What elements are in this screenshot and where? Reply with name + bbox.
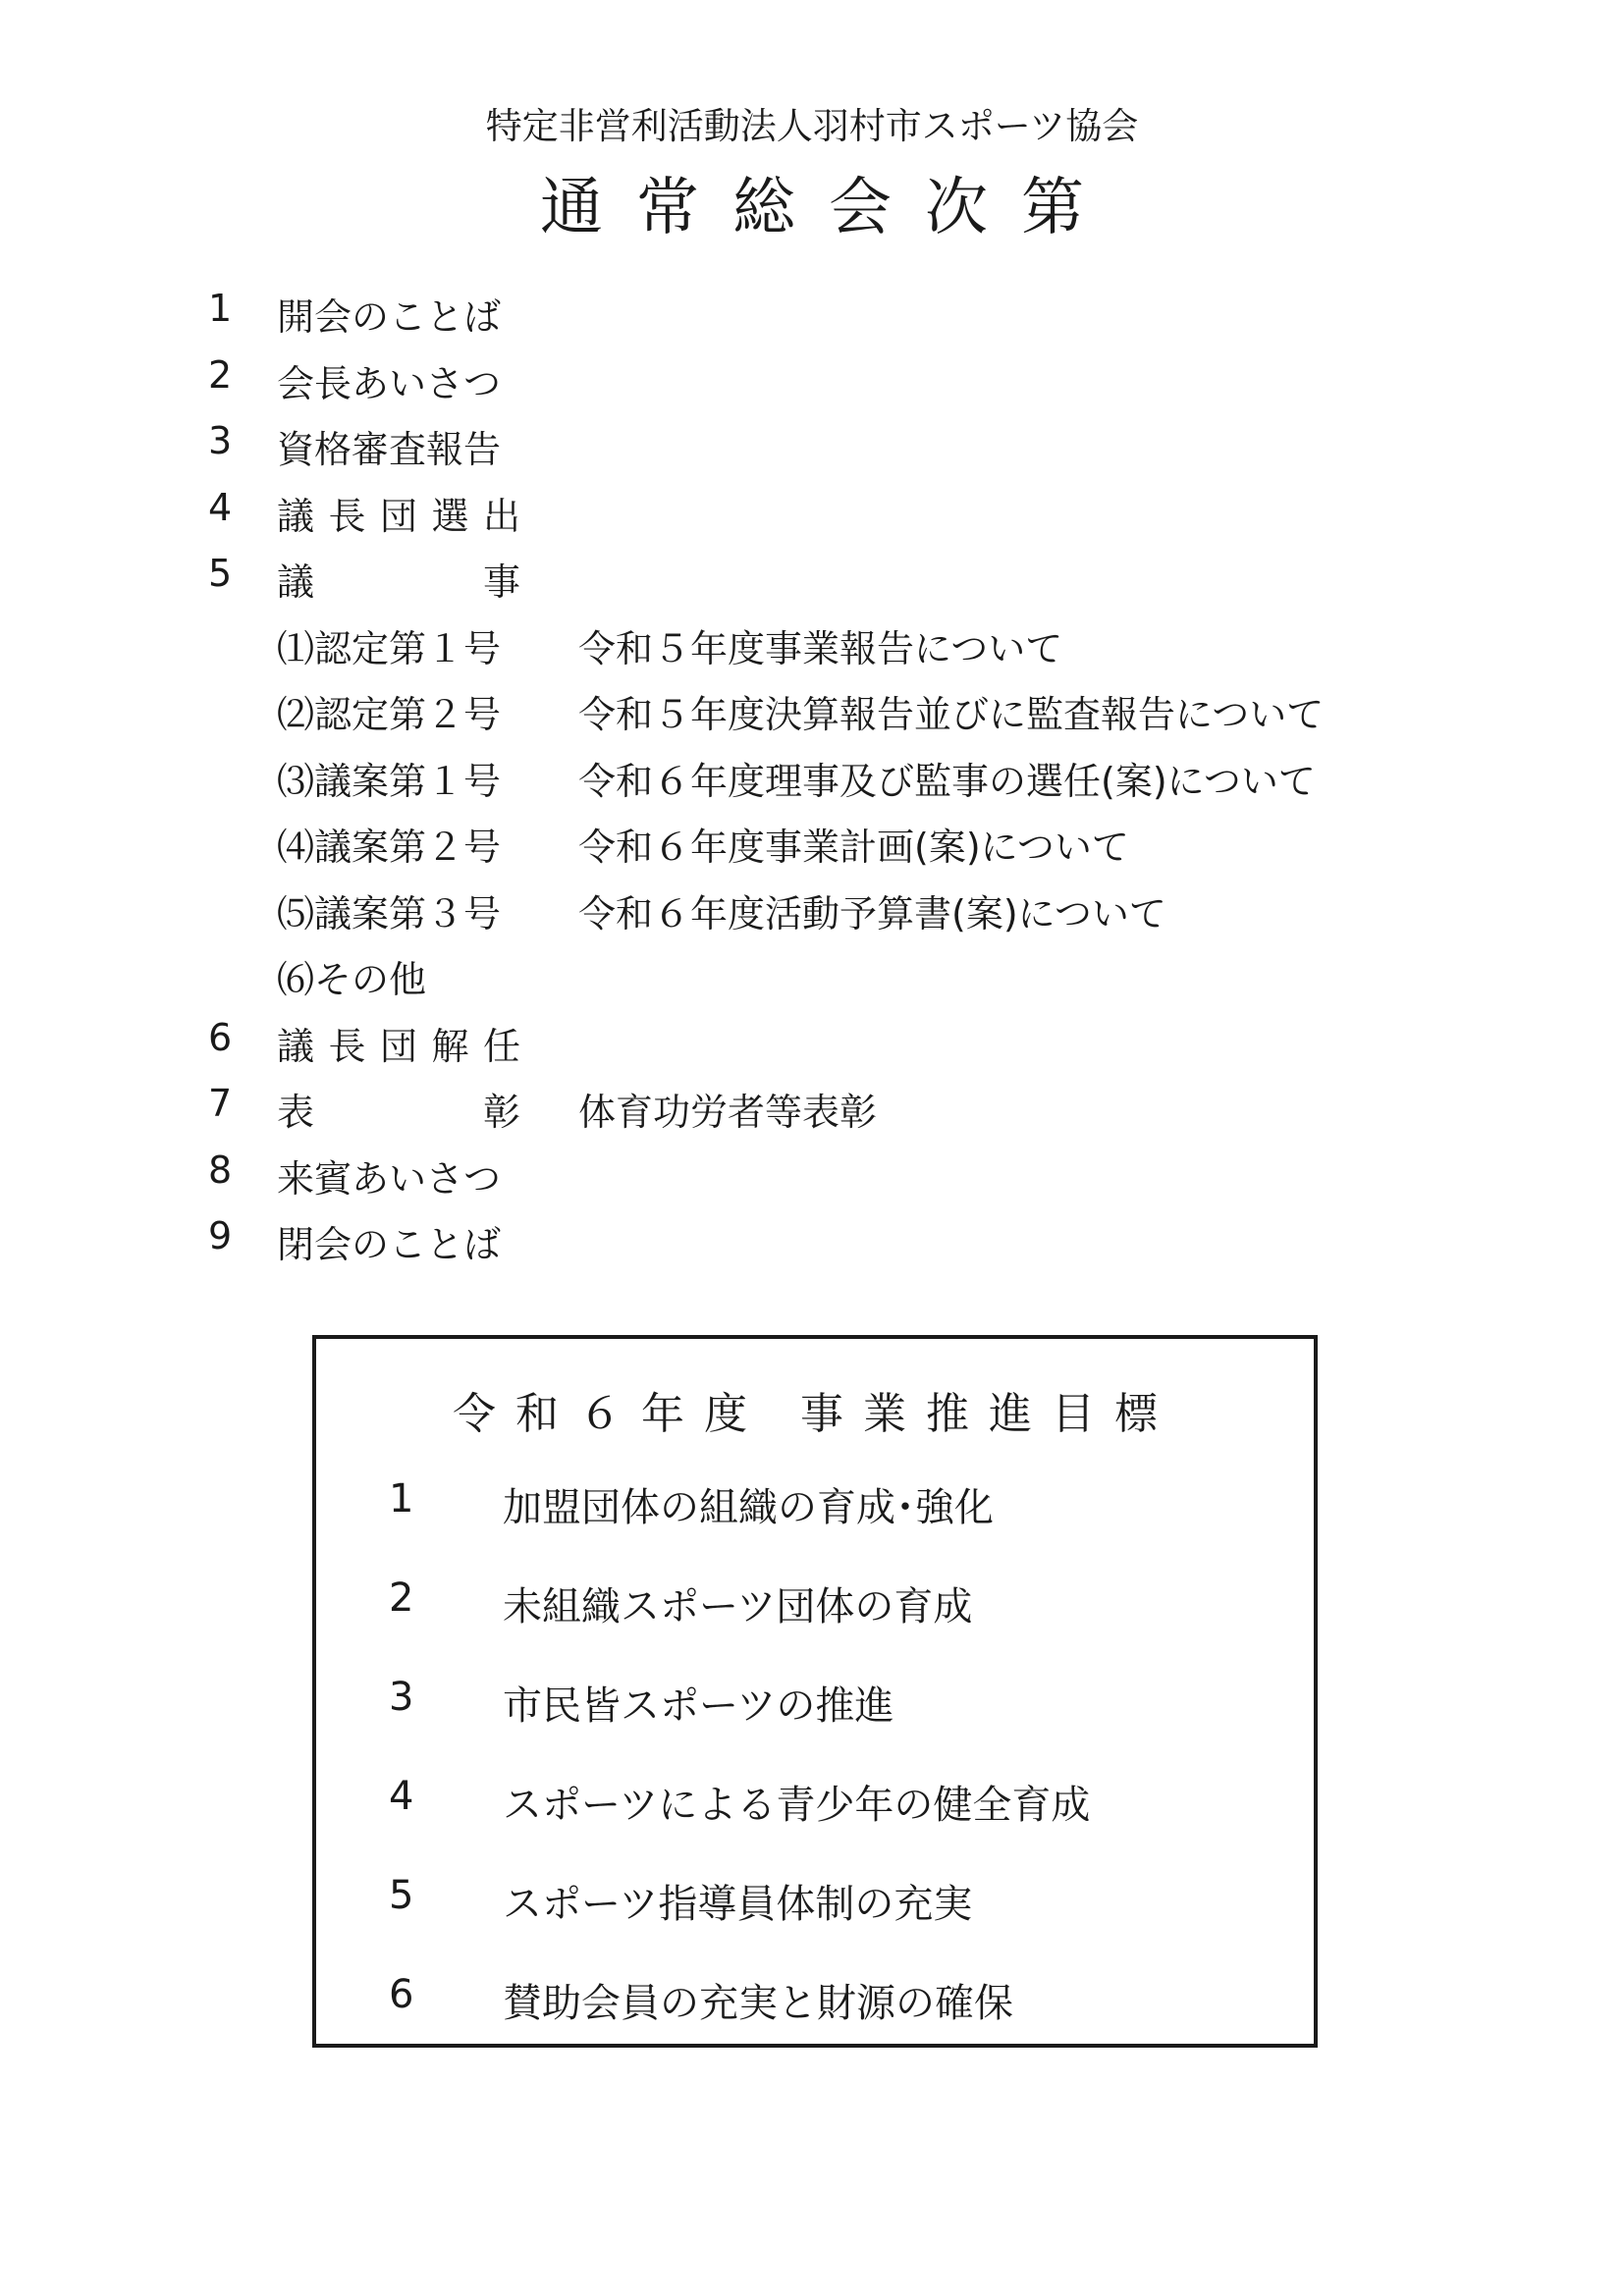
label-char: 彰 [482, 1091, 520, 1134]
proceeding-title: 令和６年度事業計画(案)について [578, 826, 1129, 869]
proceeding-item [208, 684, 1485, 751]
goal-item [316, 1972, 1314, 2071]
goal-item [316, 1476, 1314, 1575]
agenda-item-label [277, 1016, 520, 1070]
agenda-item [208, 287, 1485, 353]
proceeding-label: ⑷議案第２号 [277, 826, 502, 869]
proceeding-title: 令和６年度活動予算書(案)について [578, 891, 1166, 935]
label-char: 事 [482, 561, 520, 604]
proceeding-title: 令和５年度事業報告について [578, 626, 1063, 670]
proceeding-item [208, 751, 1485, 818]
label-char: 団 [379, 494, 417, 538]
agenda-item-label: 来賓あいさつ [277, 1156, 502, 1201]
goal-text: スポーツ指導員体制の充実 [503, 1882, 973, 1927]
goal-text: 未組織スポーツ団体の育成 [503, 1584, 973, 1629]
organization-name: 特定非営利活動法人羽村市スポーツ協会 [485, 105, 1139, 147]
label-char: 議 [277, 561, 315, 604]
label-char: 議 [277, 494, 315, 538]
proceeding-label: ⑹その他 [277, 958, 427, 1001]
goal-item [316, 1575, 1314, 1675]
goal-item [316, 1675, 1314, 1774]
agenda-item [208, 552, 1485, 618]
goal-text: 加盟団体の組織の育成･強化 [503, 1485, 994, 1530]
goals-title: 令和６年度 事業推進目標 [453, 1389, 1177, 1439]
label-char: 出 [482, 494, 520, 538]
proceeding-label: ⑴認定第１号 [277, 626, 502, 670]
agenda-item [208, 486, 1485, 553]
agenda-item-number: 4 [208, 485, 233, 529]
proceeding-item [208, 883, 1485, 950]
agenda-item-label [277, 552, 520, 606]
agenda-item [208, 419, 1485, 486]
goals-box [312, 1335, 1318, 2048]
agenda-item-number: 3 [208, 419, 233, 462]
goal-text: 市民皆スポーツの推進 [503, 1683, 894, 1729]
label-char: 選 [431, 494, 469, 538]
label-char: 議 [277, 1024, 315, 1068]
label-char: 任 [482, 1024, 520, 1068]
label-char: 長 [328, 494, 366, 538]
goals-list [316, 1476, 1314, 2071]
goal-number: 4 [389, 1774, 414, 1819]
agenda-item-label [277, 486, 520, 540]
agenda-item [208, 1016, 1485, 1083]
proceeding-item [208, 817, 1485, 883]
agenda-item-label: 会長あいさつ [277, 361, 502, 405]
goal-number: 3 [389, 1675, 414, 1720]
proceeding-label: ⑶議案第１号 [277, 759, 502, 803]
proceeding-title: 令和５年度決算報告並びに監査報告について [578, 693, 1325, 736]
agenda-list [208, 287, 1485, 1281]
agenda-item [208, 1214, 1485, 1281]
agenda-item-number: 2 [208, 352, 233, 397]
agenda-item-number: 7 [208, 1082, 233, 1125]
goal-number: 5 [389, 1873, 414, 1918]
document-title: 通常総会次第 [540, 172, 1117, 244]
agenda-item [208, 353, 1485, 420]
proceeding-item [208, 949, 1485, 1016]
agenda-item-label: 資格審査報告 [277, 428, 502, 471]
label-char: 団 [379, 1024, 417, 1068]
agenda-item [208, 1082, 1485, 1148]
label-char: 解 [431, 1024, 469, 1068]
agenda-item-note: 体育功労者等表彰 [578, 1091, 878, 1134]
goal-number: 6 [389, 1972, 414, 2017]
agenda-item-label: 開会のことば [277, 295, 502, 339]
goal-item [316, 1774, 1314, 1873]
agenda-item-number: 5 [208, 552, 233, 595]
proceeding-title: 令和６年度理事及び監事の選任(案)について [578, 759, 1316, 803]
label-char: 表 [277, 1091, 315, 1134]
agenda-item-label: 閉会のことば [277, 1223, 502, 1266]
agenda-item-number: 6 [208, 1015, 233, 1059]
agenda-item-number: 1 [208, 287, 233, 330]
goal-item [316, 1873, 1314, 1972]
agenda-item [208, 1148, 1485, 1215]
label-char: 長 [328, 1024, 366, 1068]
agenda-item-label [277, 1082, 520, 1136]
goal-text: スポーツによる青少年の健全育成 [503, 1783, 1091, 1828]
agenda-item-number: 8 [208, 1148, 233, 1192]
goal-text: 賛助会員の充実と財源の確保 [503, 1981, 1013, 2026]
goal-number: 1 [389, 1476, 414, 1522]
goal-number: 2 [389, 1575, 414, 1621]
proceeding-label: ⑸議案第３号 [277, 891, 502, 935]
proceeding-label: ⑵認定第２号 [277, 693, 502, 736]
proceeding-item [208, 618, 1485, 685]
agenda-item-number: 9 [208, 1214, 233, 1257]
